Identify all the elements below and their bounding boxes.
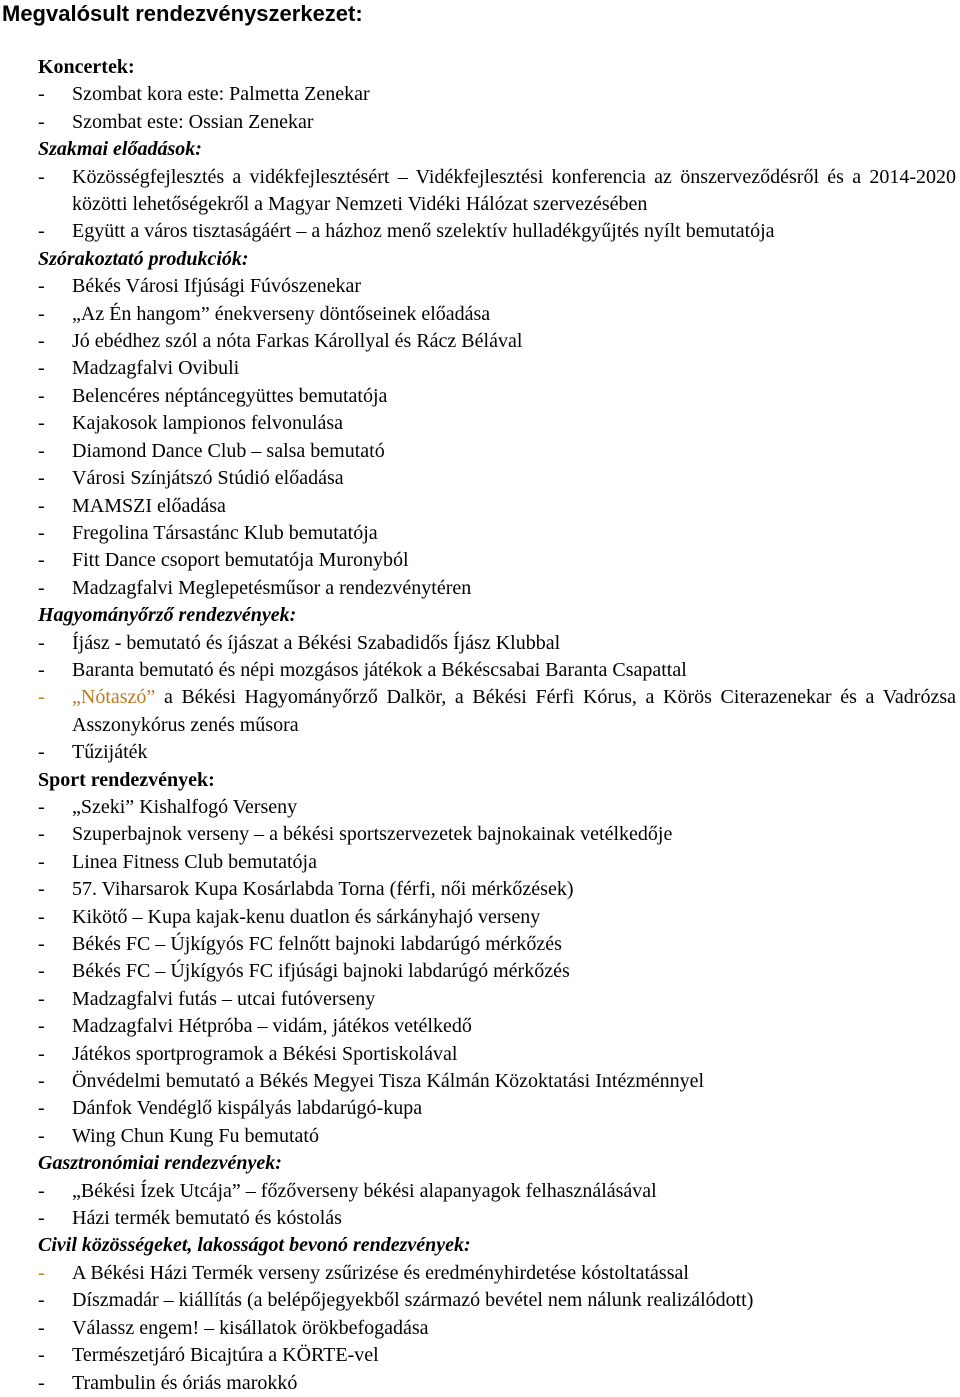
dash-bullet: - xyxy=(38,658,45,681)
list-item: - Belencéres néptáncegyüttes bemutatója xyxy=(38,383,956,410)
list-item: - Kikötő – Kupa kajak-kenu duatlon és sárkányhajó verseny xyxy=(38,904,956,931)
list-item: - Dánfok Vendéglő kispályás labdarúgó-kupa xyxy=(38,1095,956,1122)
dash-bullet: - xyxy=(38,1316,45,1339)
dash-bullet: - xyxy=(38,1371,45,1394)
list-item: - Tűzijáték xyxy=(38,739,956,766)
dash-bullet: - xyxy=(38,905,45,928)
list-item: - Házi termék bemutató és kóstolás xyxy=(38,1205,956,1232)
dash-bullet: - xyxy=(38,521,45,544)
dash-bullet: - xyxy=(38,1207,45,1230)
list-item: - Békés FC – Újkígyós FC ifjúsági bajnoki labdarúgó mérkőzés xyxy=(38,958,956,985)
list-item: - Jó ebédhez szól a nóta Farkas Károllyal és Rácz Bélával xyxy=(38,328,956,355)
dash-bullet: - xyxy=(38,823,45,846)
list-item: - A Békési Házi Termék verseny zsűrizése és eredményhirdetése kóstoltatással xyxy=(38,1260,956,1287)
dash-bullet: - xyxy=(38,357,45,380)
dash-bullet: - xyxy=(38,960,45,983)
dash-bullet: - xyxy=(38,1097,45,1120)
document-title: Megvalósult rendezvényszerkezet: xyxy=(2,1,363,26)
list-item: - Közösségfejlesztés a vidékfejlesztésért – Vidékfejlesztési konferencia az önszerveződésről és a 2014-2020 közötti lehetőségekről a Magyar Nemzeti Vidéki Hálózat szervezésében xyxy=(38,165,956,216)
dash-bullet: - xyxy=(38,549,45,572)
list-item: - Szuperbajnok verseny – a békési sportszervezetek bajnokainak vetélkedője xyxy=(38,821,956,848)
list-item: - 57. Viharsarok Kupa Kosárlabda Torna (férfi, női mérkőzések) xyxy=(38,876,956,903)
list-item: - Íjász - bemutató és íjászat a Békési Szabadidős Íjász Klubbal xyxy=(38,630,956,657)
dash-bullet: - xyxy=(38,110,45,133)
dash-bullet: - xyxy=(38,412,45,435)
list-item: - MAMSZI előadása xyxy=(38,493,956,520)
list-item: - Szombat este: Ossian Zenekar xyxy=(38,109,956,136)
dash-bullet: - xyxy=(38,631,45,654)
dash-bullet: - xyxy=(38,1179,45,1202)
dash-bullet: - xyxy=(38,933,45,955)
list-item: - Önvédelmi bemutató a Békés Megyei Tisza Kálmán Közoktatási Intézménnyel xyxy=(38,1068,956,1095)
dash-bullet: - xyxy=(38,850,45,873)
section-heading-traditions: Hagyományőrző rendezvények: xyxy=(38,604,297,627)
notaszo-quote: „Nótaszó” xyxy=(72,686,156,709)
dash-bullet: - xyxy=(38,987,45,1010)
list-item: - Szombat kora este: Palmetta Zenekar xyxy=(38,81,956,108)
list-item: - Békés FC – Újkígyós FC felnőtt bajnoki labdarúgó mérkőzés xyxy=(38,931,956,958)
list-item: - Válassz engem! – kisállatok örökbefogadása xyxy=(38,1315,956,1342)
list-item: - Díszmadár – kiállítás (a belépőjegyekből származó bevétel nem nálunk realizálódott) xyxy=(38,1287,956,1314)
dash-bullet: - xyxy=(38,1070,45,1093)
list-item: - Természetjáró Bicajtúra a KÖRTE-vel xyxy=(38,1342,956,1369)
dash-bullet: - xyxy=(38,576,45,599)
list-item: - „Szeki” Kishalfogó Verseny xyxy=(38,794,956,821)
dash-bullet: - xyxy=(38,165,45,188)
list-item: - Együtt a város tisztaságáért – a házhoz menő szelektív hulladékgyűjtés nyílt bemutatója xyxy=(38,218,956,245)
dash-bullet: - xyxy=(38,1261,45,1284)
list-item: - Madzagfalvi futás – utcai futóverseny xyxy=(38,986,956,1013)
section-heading-entertainment: Szórakoztató produkciók: xyxy=(38,247,249,270)
list-item: - Baranta bemutató és népi mozgásos játékok a Békéscsabai Baranta Csapattal xyxy=(38,657,956,684)
section-heading-sports: Sport rendezvények: xyxy=(38,768,215,791)
dash-bullet: - xyxy=(38,467,45,490)
section-heading-civil-community: Civil közösségeket, lakosságot bevonó rendezvények: xyxy=(38,1234,471,1257)
list-item: - Fitt Dance csoport bemutatója Muronyból xyxy=(38,547,956,574)
dash-bullet: - xyxy=(38,795,45,818)
dash-bullet: - xyxy=(38,302,45,325)
dash-bullet: - xyxy=(38,686,45,709)
list-item: - Madzagfalvi Hétpróba – vidám, játékos vetélkedő xyxy=(38,1013,956,1040)
list-item: - „Az Én hangom” énekverseny döntőseinek előadása xyxy=(38,301,956,328)
dash-bullet: - xyxy=(38,741,45,764)
dash-bullet: - xyxy=(38,83,45,106)
dash-bullet: - xyxy=(38,275,45,298)
dash-bullet: - xyxy=(38,330,45,353)
list-item: - Békés Városi Ifjúsági Fúvószenekar xyxy=(38,273,956,300)
list-item: - Linea Fitness Club bemutatója xyxy=(38,849,956,876)
list-item: - Városi Színjátszó Stúdió előadása xyxy=(38,465,956,492)
list-item: - Diamond Dance Club – salsa bemutató xyxy=(38,438,956,465)
list-item: - Madzagfalvi Ovibuli xyxy=(38,355,956,382)
section-heading-gastronomy: Gasztronómiai rendezvények: xyxy=(38,1152,282,1175)
list-item: - „Békési Ízek Utcája” – főzőverseny békési alapanyagok felhasználásával xyxy=(38,1178,956,1205)
dash-bullet: - xyxy=(38,439,45,462)
dash-bullet: - xyxy=(38,1124,45,1147)
list-item: - Kajakosok lampionos felvonulása xyxy=(38,410,956,437)
list-item: - Madzagfalvi Meglepetésműsor a rendezvénytéren xyxy=(38,575,956,602)
dash-bullet: - xyxy=(38,1042,45,1065)
dash-bullet: - xyxy=(38,1015,45,1038)
dash-bullet: - xyxy=(38,220,45,243)
dash-bullet: - xyxy=(38,384,45,407)
dash-bullet: - xyxy=(38,1289,45,1312)
dash-bullet: - xyxy=(38,878,45,901)
list-item: - Fregolina Társastánc Klub bemutatója xyxy=(38,520,956,547)
list-item: - Wing Chun Kung Fu bemutató xyxy=(38,1123,956,1150)
list-item: - Játékos sportprogramok a Békési Sportiskolával xyxy=(38,1041,956,1068)
notaszo-description: a Békési Hagyományőrző Dalkör, a Békési Férfi Kórus, a Körös Citerazenekar és a Vadrózsa Asszonykórus zenés műsora xyxy=(72,686,956,736)
section-heading-concerts: Koncertek: xyxy=(38,56,135,78)
dash-bullet: - xyxy=(38,1344,45,1367)
dash-bullet: - xyxy=(38,494,45,517)
list-item-notaszo xyxy=(38,684,956,739)
section-heading-professional-talks: Szakmai előadások: xyxy=(38,138,202,161)
list-item: - Trambulin és óriás marokkó xyxy=(38,1370,956,1397)
event-structure-list xyxy=(38,54,956,1397)
